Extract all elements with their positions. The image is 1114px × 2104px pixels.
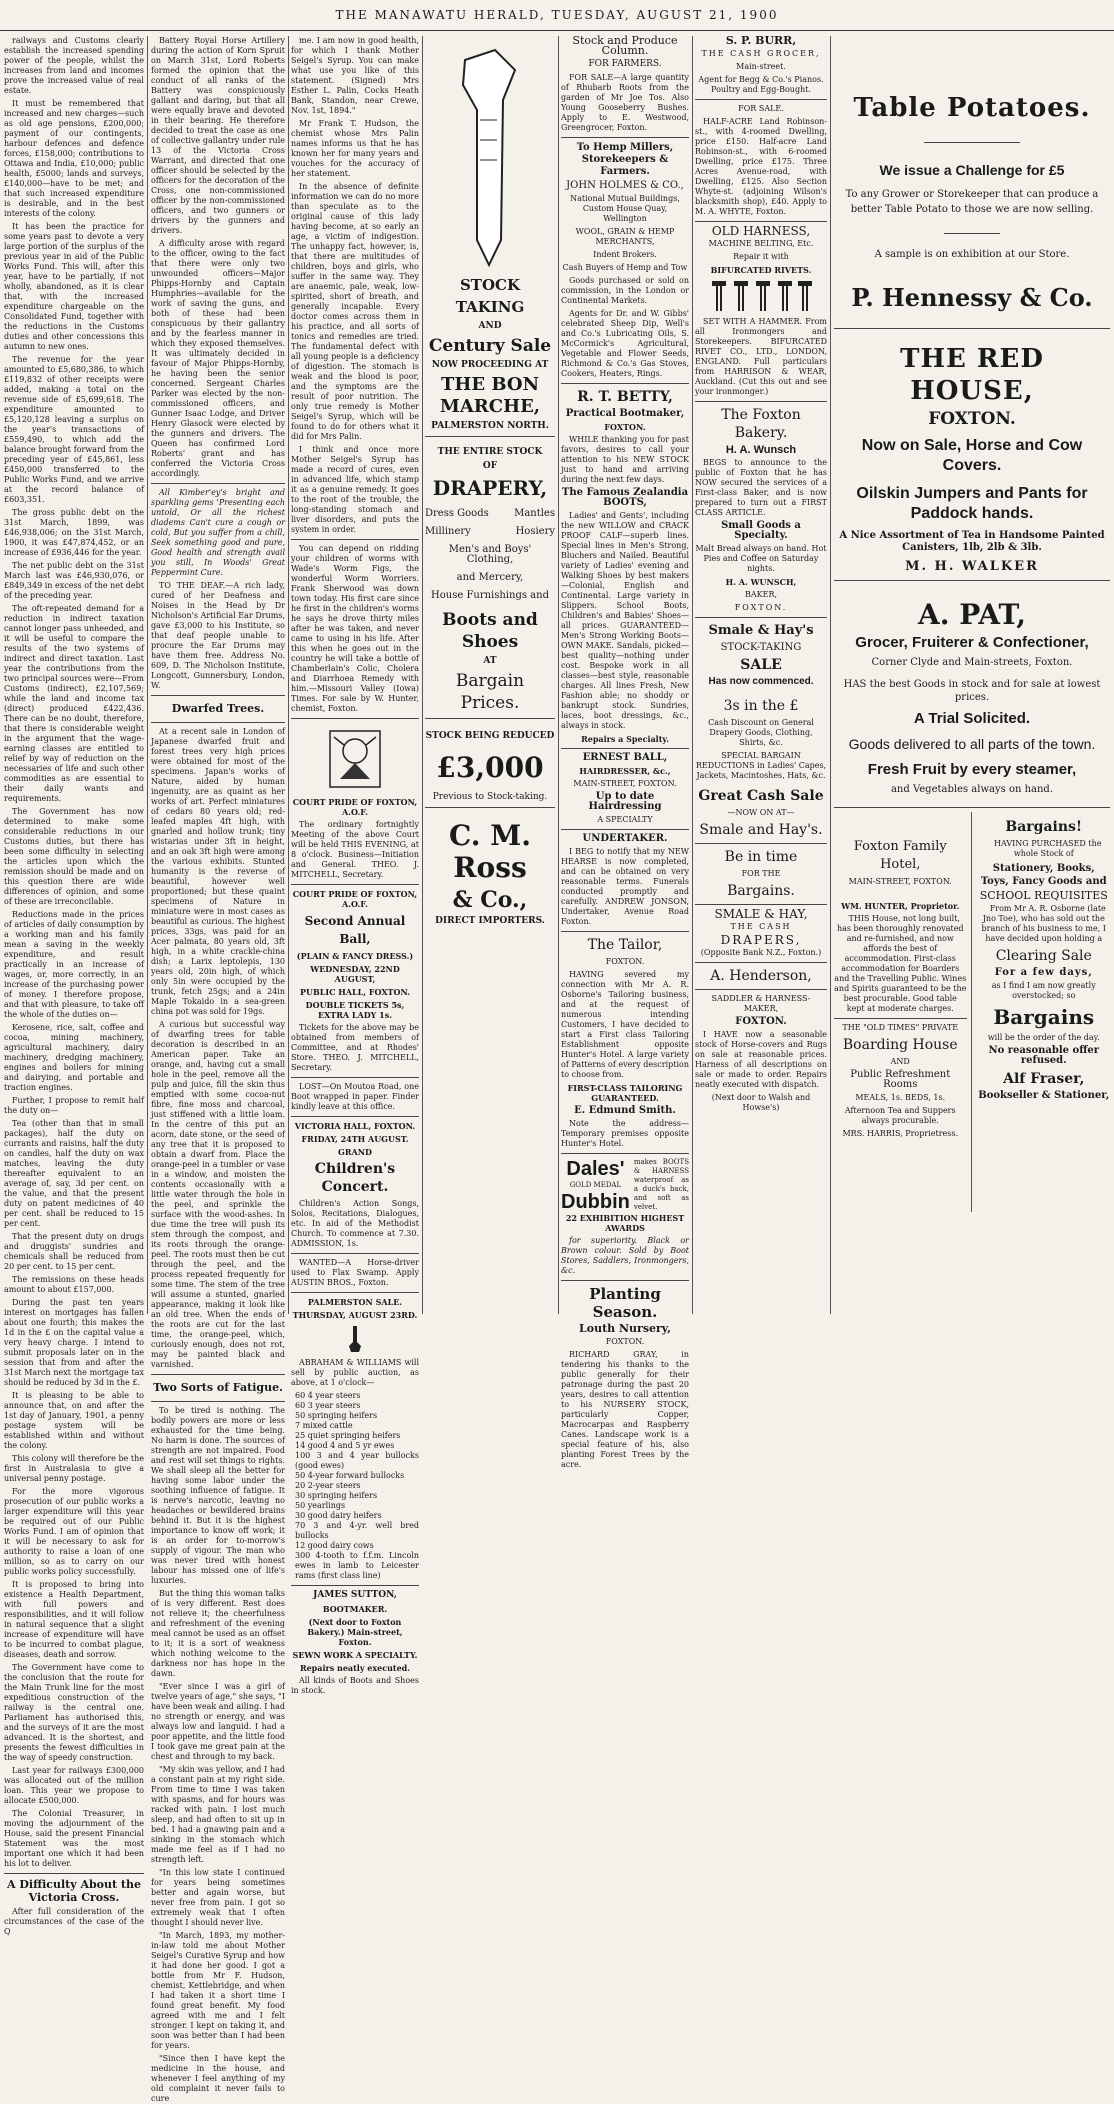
column-ross-advert — [425, 36, 555, 1314]
ad-line: OF — [482, 461, 498, 471]
list-item: 70 3 and 4-yr. well bred bullocks — [295, 1521, 419, 1540]
ad-line: (PLAIN & FANCY DRESS.) — [296, 951, 414, 961]
ad-line: THE ENTIRE STOCK — [437, 447, 543, 457]
divider — [695, 962, 827, 963]
divider — [291, 1585, 419, 1586]
ad-heading: & Co., — [452, 887, 528, 913]
ad-heading: THE RED HOUSE, — [900, 344, 1044, 406]
ad-heading: THE BON MARCHE, — [439, 374, 541, 417]
paragraph: Agents for Dr. and W. Gibbs' celebrated Sheep Dip, Well's and Co.'s Lubricating Oils, S. McCormick's Agricultural, Vegetable and Flower Seeds, Richmond & Co.'s Gas Stoves, Cookers, Heaters, Rings. — [561, 309, 689, 378]
ad-line: GRAND — [338, 1147, 372, 1157]
paragraph: BEGS to announce to the public of Foxton that he has NOW secured the services of a First-class Baker, and is now prepared to turn out a FIRST CLASS ARTICLE. — [695, 458, 827, 517]
paragraph: Note the address—Temporary premises opposite Hunter's Hotel. — [561, 1119, 689, 1148]
paragraph: "In this low state I continued for years being sometimes better and again worse, but never free from pain. I got so extremely weak that I often thought I should never live. — [151, 1868, 285, 1927]
ad-line: H. A. WUNSCH, — [725, 577, 797, 587]
paragraph: WHILE thanking you for past favors, desires to call your attention to his NEW STOCK just to hand and arriving during the next few days. — [561, 435, 689, 484]
ad-line: Repair it with — [733, 252, 789, 261]
ad-line: Afternoon Tea and Suppers always procurable. — [844, 1106, 956, 1125]
ad-line: MAIN-STREET, FOXTON. — [848, 877, 952, 886]
ad-heading: Bargains! — [1005, 819, 1083, 835]
ad-heading: Bookseller & Stationer, — [978, 1090, 1110, 1101]
divider — [4, 1873, 144, 1874]
paragraph: That the present duty on drugs and druggists' sundries and chemicals shall be reduced from 20 per cent. to 15 per cent. — [4, 1232, 144, 1271]
paragraph: me. I am now in good health, for which I thank Mother Seigel's Syrup. You can make what use you like of this statement. (Signed) Mrs Esther L. Palin, Cocks Heath Bank, Standon, near Crewe, Nov. 1st, 1894." — [291, 36, 419, 115]
ad-heading: SCHOOL REQUISITES — [979, 889, 1108, 902]
ad-heading: Smale & Hay's — [708, 623, 814, 638]
divider — [561, 383, 689, 384]
dales-dubbin-ad — [561, 1158, 689, 1213]
divider — [695, 989, 827, 990]
ad-heading: Now on Sale, Horse and Cow Covers. — [861, 437, 1083, 474]
ad-line: THURSDAY, AUGUST 23RD. — [292, 1310, 418, 1320]
paragraph: Kerosene, rice, salt, coffee and cocoa, mining machinery, agricultural machinery, dairy machinery, dredging machinery, engines and boilers for mining and dairying, and portable and traction engines. — [4, 1023, 144, 1092]
divider — [561, 931, 689, 932]
column-rule — [558, 36, 559, 1314]
ad-heading: The Foxton Bakery. — [721, 407, 801, 441]
ad-line: STOCK BEING REDUCED — [425, 731, 555, 741]
article-heading: A Difficulty About the Victoria Cross. — [6, 1878, 141, 1904]
ad-heading: JAMES SUTTON, — [313, 1590, 397, 1600]
ad-heading: Stock and Produce Column. — [572, 34, 678, 57]
masthead: THE MANAWATU HERALD, TUESDAY, AUGUST 21, 1900 — [0, 0, 1114, 31]
ad-heading: Second Annual Ball, — [304, 914, 406, 946]
ad-heading: The Tailor, — [587, 937, 663, 953]
ad-line: MRS. HARRIS, Proprietress. — [842, 1129, 959, 1138]
divider — [561, 829, 689, 830]
ad-line: DIRECT IMPORTERS. — [435, 916, 545, 926]
ad-heading: Smale and Hay's. — [699, 822, 823, 838]
paragraph: Reductions made in the prices of articles of daily consumption by a working man and his family mean a saving in the weekly expenditure, and result practically in an increase of wages, or, more correctly, in an increase of the purchasing power of money. I therefore propose, and that with pleasure, to take off the whole of the duties on— — [4, 910, 144, 1019]
divider — [151, 722, 285, 723]
hotel-ad — [834, 812, 972, 1212]
column-articles — [151, 36, 285, 2103]
divider — [561, 137, 689, 138]
bottom-ad-row — [834, 812, 1110, 1212]
column-budget-article — [4, 36, 144, 1936]
ad-line: National Mutual Buildings, Custom House Quay, Wellington — [570, 194, 680, 223]
paragraph: THIS House, not long built, has been thoroughly renovated and re-furnished, and now affords the best of accommodation. First-class accommodation for Boarders and the Travelling Public. Wines and Spirits guaranteed to be the best procurable. Good table kept at moderate charges. — [834, 914, 967, 1013]
ad-line: —NOW ON AT— — [727, 808, 795, 817]
paragraph: Tea (other than that in small packages), half the duty on currants and raisins, half the duty on candles, half the duty on wax matches, leaving the duty thereafter equivalent to an average of, say, 3d per cent. on the value, and that the present duty on patent medicines of 40 per cent. shall be reduced to 15 per cent. — [4, 1119, 144, 1228]
paragraph: railways and Customs clearly establish the increased spending power of the people, whilst the increases from land and incomes prove the increased value of real estate. — [4, 36, 144, 95]
column-rule — [830, 36, 831, 1314]
divider — [695, 904, 827, 905]
ad-line: A SPECIALTY — [597, 815, 653, 824]
pointing-hand-icon — [345, 1324, 365, 1354]
ad-line: THE CASH — [730, 922, 792, 931]
paragraph: Ladies' and Gents', including the new WILLOW and CRACK PROOF CALF—superb lines. Special lines in Men's Strong, Bluchers and Nailed. Beautiful variety of Ladies' evening and Walking Shoes by best makers—Colonial, English and Continental. Large variety in Slippers. School Boots, Children's and Babies' Shoes—all prices. GUARANTEED—Men's Strong Working Boots—OWN MAKE. Sandals, picked—best quality—nothing under cost. Bespoke work in all classes—best style, reasonable charges. All lines Fresh, New Fashion able; no shoddy or bankrupt stock. Sundries, laces, boot dressings, &c., always in stock. — [561, 511, 689, 730]
paragraph: "In March, 1893, my mother-in-law told me about Mother Seigel's Curative Syrup and how it had done her good. I got a bottle from Mr F. Hudson, chemist, Kettlebridge, and when I had taken it a short time I found great benefit. My food agreed with me and I felt stronger. I kept on taking it, and soon was better than I had been for years. — [151, 1931, 285, 2050]
paragraph: A difficulty arose with regard to the officer, owing to the fact that there were only two unwounded officers—Major Phipps-Hornby and Captain Humphries—available for the work of saving the guns, and both of these had been conspicuous by their gallantry and by the fearless manner in which they exposed themselves. It was ultimately decided in favour of Major Phipps-Hornby, he having been the senior concerned. Sergeant Charles Parker was elected by the non-commissioned officers, and Gunner Isaac Lodge, and Driver Henry Glasock were elected by the gunners and drivers. The Queen has confirmed Lord Roberts' grant and has conferred the Victoria Cross accordingly. — [151, 239, 285, 478]
paragraph: HAVING PURCHASED the whole Stock of — [994, 839, 1102, 858]
ad-heading: H. A. Wunsch — [725, 444, 797, 456]
ad-heading: Foxton Family Hotel, — [853, 839, 947, 872]
column-notices — [291, 36, 419, 1695]
ad-row — [425, 509, 555, 519]
divider — [291, 1253, 419, 1254]
paragraph: HAVING severed my connection with Mr A. R. Osborne's Tailoring business, and at the request of numerous intending Customers, I have decided to start a First class Tailoring Establishment opposite Hunter's Hotel. A large variety of Patterns of every description to choose from. — [561, 970, 689, 1079]
ad-line: FOXTON. — [605, 957, 645, 966]
ad-heading: SMALE & HAY, — [714, 907, 808, 921]
ad-line: PALMERSTON NORTH. — [431, 421, 549, 431]
ad-heading: OLD HARNESS, — [711, 224, 811, 238]
ad-heading: FOXTON. — [928, 409, 1016, 429]
paragraph: You can depend on ridding your children of worms with Wade's Worm Figs, the wonderful Worm Worriers. Frank Sherwood was down town today. His first care since he first in the children's worms he says he drove thirty miles after he was taken, and never came to using in his life. After this when he goes out in the country he will take a bottle of Chamberlain's Colic, Cholera and Diarrhoea Remedy with him.—Missouri Valley (Iowa) Times. For sale by W. Hunter, chemist, Foxton. — [291, 544, 419, 713]
column-rule — [288, 36, 289, 1314]
ad-heading: Dales' — [566, 1158, 625, 1180]
paragraph: The Government has now determined to make some considerable reductions in our Customs duties, but there has been some difficulty in selecting the articles upon which the remission should be made and on this question there are wide differences of opinion, and some of these are irreconcilable. — [4, 807, 144, 906]
ad-heading: M. H. WALKER — [905, 559, 1039, 574]
divider — [561, 1153, 689, 1154]
ad-line: makes BOOTS & HARNESS waterproof as a duck's back, and soft as velvet. — [633, 1158, 689, 1211]
ad-line: 22 EXHIBITION HIGHEST AWARDS — [565, 1213, 685, 1233]
divider — [834, 807, 1110, 808]
ad-line: FOXTON. — [604, 422, 646, 432]
divider — [561, 1280, 689, 1281]
ad-line: and Mercery, — [456, 572, 524, 583]
list-item: 50 yearlings — [295, 1501, 346, 1510]
ad-heading: We issue a Challenge for £5 — [879, 162, 1065, 178]
divider — [291, 1116, 419, 1117]
paragraph: The Government have come to the conclusion that the route for the Main Trunk line for the most expeditious construction of the railway is the central one. Parliament has authorised this, and the surveys of it are the most advanced. It is the shortest, and presents the fewest difficulties in the way of speedy construction. — [4, 1663, 144, 1762]
column-rule — [422, 36, 423, 1314]
ad-heading: ERNEST BALL, — [582, 752, 668, 763]
ad-line: To any Grower or Storekeeper that can produce a better Table Potato to those we are now selling. — [845, 189, 1099, 215]
ad-line: (Next door to Foxton Bakery.) Main-street, Foxton. — [307, 1617, 403, 1647]
paragraph: FOR SALE—A large quantity of Rhubarb Roots from the garden of Mr Joe Tos. Also Young Gooseberry Bushes. Apply to E. Westwood, Greengrocer, Foxton. — [561, 73, 689, 132]
column-rule — [147, 36, 148, 1314]
ad-heading: STOCK TAKING — [455, 276, 525, 316]
ad-heading: DRAPERS, — [720, 933, 802, 947]
ad-line: FOR FARMERS. — [588, 59, 662, 69]
ad-heading: Small Goods a Specialty. — [721, 520, 801, 541]
ad-line: FRIDAY, 24TH AUGUST. — [301, 1134, 409, 1144]
ad-line: NOW PROCEEDING AT — [431, 360, 549, 370]
ad-line: Cash Buyers of Hemp and Tow — [562, 263, 688, 272]
divider — [151, 483, 285, 484]
ad-line: Main-street. — [736, 62, 786, 71]
ad-heading: Clearing Sale — [995, 948, 1092, 964]
ad-heading: Grocer, Fruiterer & Confectioner, — [855, 634, 1089, 651]
article-heading: Two Sorts of Fatigue. — [153, 1381, 283, 1394]
column-adverts-wide — [834, 36, 1110, 1314]
paragraph: Further, I propose to remit half the duty on— — [4, 1096, 144, 1115]
ad-line: HAIRDRESSER, &c., — [579, 766, 671, 776]
ad-heading: Stationery, Books, Toys, Fancy Goods and — [980, 863, 1107, 887]
ad-line: SPECIAL BARGAIN REDUCTIONS in Ladies' Capes, Jackets, Macintoshes, Hats, &c. — [695, 751, 827, 780]
sale-items-list — [291, 1391, 419, 1581]
ad-line: FOXTON. — [605, 1337, 645, 1346]
list-item: 50 4-year forward bullocks — [295, 1471, 405, 1480]
paragraph: ABRAHAM & WILLIAMS will sell by public auction, as above, at 1 o'clock— — [291, 1358, 419, 1387]
ad-heading: Goods delivered to all parts of the town. — [848, 736, 1096, 752]
divider — [695, 401, 827, 402]
ad-line: FIRST-CLASS TAILORING GUARANTEED. — [567, 1083, 683, 1103]
paragraph: For the more vigorous prosecution of our public works a larger expenditure will this year be required out of our Public Works Fund. I am of opinion that it will be necessary to ask for authority to raise a loan of one million, so as to carry on our public works policy successfully. — [4, 1487, 144, 1576]
ad-line: AND — [478, 321, 502, 331]
paragraph: Battery Royal Horse Artillery during the action of Korn Spruit on March 31st, Lord Roberts formed the opinion that the conduct of all ranks of the Battery was conspicuously gallant and daring, but that all were equally brave and devoted in their bearing. He therefore decided to treat the case as one of collective gallantry under rule 13 of the Victoria Cross Warrant, and directed that one officer should be selected by the officers for the decoration of the Cross, one non-commissioned officer by the non-commissioned officers, and two gunners or drivers by the gunners and drivers. — [151, 36, 285, 235]
ad-line: PALMERSTON SALE. — [307, 1297, 403, 1307]
list-item: 300 4-tooth to f.f.m. Lincoln ewes in lamb to Leicester rams (first class line) — [295, 1551, 419, 1580]
ad-line: THE "OLD TIMES" PRIVATE — [842, 1023, 959, 1032]
paragraph: To be tired is nothing. The bodily powers are more or less exhausted for the time being. No harm is done. The sources of strength are not impaired. Food and rest will set things to rights. We shall sleep all the better for having some labor under the soothing influence of fatigue. It is nerve's narcotic, leaving no headaches or bewildered brains behind it. But it is the highest importance to know off work; it is an order for to-morrow's supply of vigour. The man who was never tired with honest labour has missed one of life's luxuries. — [151, 1406, 285, 1585]
paragraph: WANTED—A Horse-driver used to Flax Swamp. Apply AUSTIN BROS., Foxton. — [291, 1258, 419, 1287]
ad-line: Men's and Boys' Clothing, — [448, 544, 532, 565]
divider — [944, 233, 1000, 234]
list-item: 60 3 year steers — [295, 1401, 361, 1410]
ad-heading: Great Cash Sale — [698, 788, 824, 804]
ad-heading: Be in time — [724, 849, 798, 865]
paragraph: Last year for railways £300,000 was allocated out of the million loan. This year we propose to allocate £500,000. — [4, 1766, 144, 1805]
divider — [425, 436, 555, 437]
ad-heading: Planting Season. — [589, 1285, 661, 1321]
ad-line: MEALS, 1s. BEDS, 1s. — [855, 1093, 946, 1102]
paragraph: SET WITH A HAMMER. From all Ironmongers and Storekeepers. BIFURCATED RIVET CO., LTD., LONDON, ENGLAND. Full particulars from HARRISON & WEAR, Auckland. (Cut this out and see your ironmonger.) — [695, 317, 827, 396]
paragraph: I BEG to notify that my NEW HEARSE is now completed, and can be obtained on very reasonable terms. Funerals conducted promptly and carefully. ANDREW JONSON, Undertaker, Avenue Road Foxton. — [561, 847, 689, 926]
ad-line: House Furnishings and — [431, 590, 549, 601]
ad-line: BAKER, — [744, 590, 778, 599]
ad-heading: Boots and Shoes — [442, 610, 538, 652]
ad-line: THE CASH GROCER, — [701, 49, 821, 58]
ad-line: Cash Discount on General Drapery Goods, Clothing, Shirts, &c. — [708, 718, 814, 747]
divider — [151, 1401, 285, 1402]
paragraph: All kinds of Boots and Shoes in stock. — [291, 1676, 419, 1695]
ad-heading: Century Sale — [428, 336, 552, 356]
ad-line: Dress Goods — [425, 508, 489, 519]
ad-line: as I find I am now greatly overstocked; so — [991, 981, 1096, 1000]
paragraph: Children's Action Songs, Solos, Recitations, Dialogues, etc. In aid of the Methodist Church. To commence at 7.30. ADMISSION, 1s. — [291, 1199, 419, 1248]
ad-line: Repairs neatly executed. — [299, 1663, 411, 1673]
divider — [695, 99, 827, 100]
divider — [834, 1018, 967, 1019]
ad-line: GOLD MEDAL — [569, 1181, 622, 1189]
ad-heading: Fresh Fruit by every steamer, — [867, 761, 1077, 778]
ad-line: WM. HUNTER, Proprietor. — [841, 901, 960, 911]
paragraph: RICHARD GRAY, in tendering his thanks to the public generally for their patronage during the past 20 years, desires to call attention to his NURSERY STOCK, particularly Copper, Macrocarpas and Raspberry Canes. Landscape work is a special feature of his, also planting Forest Trees by the acre. — [561, 1350, 689, 1469]
ad-heading: Oilskin Jumpers and Pants for Paddock hands. — [856, 485, 1088, 522]
ad-heading: Bargains — [993, 1005, 1095, 1029]
paragraph: LOST—On Moutoa Road, one Boot wrapped in paper. Finder kindly leave at this office. — [291, 1082, 419, 1111]
ad-line: Malt Bread always on hand. Hot Pies and Coffee on Saturday nights. — [695, 544, 827, 573]
ad-line: Hosiery — [515, 526, 555, 537]
paragraph: A curious but successful way of dwarfing trees for table decoration is described in an American paper. Take an orange, and, having cut a small hole in the peel, remove all the pulp and juice, fill the skin thus emptied with some cocoa-nut fibre, fine moss and charcoal, just stiffened with a little loam. In the centre of this put an acorn, date stone, or the seed of any tree that it is proposed to obtain a dwarf from. Place the orange-peel in a tumbler or vase in a window, and moisten the contents occasionally with a little water through the hole in the peel, and sprinkle the surface with the wood-ashes. In due time the tree will push its stem through the compost, and its roots through the orange-peel. The roots must then be cut through the peel, and the process repeated frequently for some time. The stem of the tree will assume a stunted, gnarled appearance, making it look like an old tree. When the ends of the roots are cut for the last time, the orange-peel, which, curiously enough, does not rot, may be painted black and varnished. — [151, 1020, 285, 1369]
paragraph: The gross public debt on the 31st March, 1899, was £46,938,006; on the 31st March, 1900, it was £47,874,452, or an increase of £936,446 for the year. — [4, 508, 144, 557]
list-item: 7 mixed cattle — [295, 1421, 353, 1430]
paragraph: HALF-ACRE Land Robinson-st., with 4-roomed Dwelling, price £150. Half-acre Land Robinson-st., with 6-roomed Dwelling, price £175. Three Acres Avenue-road, with Dwelling, £125. Also Section Whyte-st. (adjoining Wilson's blacksmith shop), £40. Apply to M. A. WHYTE, Foxton. — [695, 117, 827, 216]
ad-line: A sample is on exhibition at our Store. — [874, 249, 1070, 260]
divider — [425, 718, 555, 719]
ad-heading: UNDERTAKER. — [582, 833, 668, 844]
ad-heading: £3,000 — [436, 751, 544, 784]
paragraph: During the past ten years interest on mortgages has fallen about one fourth; this makes the 1d in the £ on the capital value a very heavy charge. I intend to submit proposals later on in the session that from and after the 31st March next the mortgage tax should be reduced by 3d in the £. — [4, 1298, 144, 1387]
pointing-hand-icon — [455, 40, 525, 270]
paragraph: It is pleasing to be able to announce that, on and after the 1st day of January, 1901, a penny postage system will be established within and without the colony. — [4, 1391, 144, 1450]
paragraph: "Since then I have kept the medicine in the house, and whenever I feel anything of my old complaint it never fails to cure — [151, 2054, 285, 2103]
ad-line: will be the order of the day. — [987, 1033, 1100, 1042]
ad-heading: R. T. BETTY, — [577, 389, 673, 405]
ad-line: Mantles — [514, 508, 555, 519]
ad-heading: C. M. Ross — [448, 819, 532, 884]
ad-line: Corner Clyde and Main-streets, Foxton. — [871, 657, 1073, 668]
ad-line: Indent Brokers. — [593, 250, 657, 259]
ad-line: WOOL, GRAIN & HEMP MERCHANTS, — [575, 227, 675, 246]
list-item: 12 good dairy cows — [295, 1541, 374, 1550]
divider — [425, 807, 555, 808]
paragraph: But the thing this woman talks of is very different. Rest does not relieve it; the cheerfulness and refreshment of the evening meal cannot be used as an offset to it; it is a sort of weakness which nothing welcome to the darkness nor has hope in the dawn. — [151, 1589, 285, 1678]
ad-heading: Boarding House — [842, 1037, 958, 1053]
paragraph: The ordinary fortnightly Meeting of the above Court will be held THIS EVENING, at 8 o'clock. Business—Initiation and General. THEO. J. MITCHELL, Secretary. — [291, 820, 419, 879]
paragraph: From Mr A. R. Osborne (late Jno Toe), who has sold out the branch of his business to me, I have decided upon holding a — [981, 904, 1106, 943]
ad-line: AND — [890, 1057, 910, 1066]
ad-line: Repairs a Specialty. — [581, 734, 669, 744]
divider — [695, 843, 827, 844]
column-rule — [692, 36, 693, 1314]
ad-heading: To Hemp Millers, Storekeepers & Farmers. — [576, 142, 674, 177]
divider — [695, 617, 827, 618]
ad-heading: Louth Nursery, — [579, 1322, 671, 1335]
list-item: 100 3 and 4 year bullocks (good ewes) — [295, 1451, 419, 1470]
ad-line: FOXTON. — [735, 1016, 787, 1027]
ad-line: Practical Bootmaker, — [565, 408, 685, 419]
ad-line: (Opposite Bank N.Z., Foxton.) — [700, 948, 822, 957]
ad-line: BIFURCATED RIVETS. — [710, 265, 812, 275]
ad-heading: P. Hennessy & Co. — [851, 283, 1093, 312]
ad-line: and Vegetables always on hand. — [890, 784, 1054, 795]
ad-line: BOOTMAKER. — [322, 1604, 388, 1614]
paragraph: Goods purchased or sold on commission, in the London or Continental Markets. — [561, 276, 689, 305]
ad-line: VICTORIA HALL, FOXTON. — [294, 1121, 416, 1131]
divider — [291, 539, 419, 540]
ad-heading: E. Edmund Smith. — [574, 1105, 676, 1116]
ad-heading: Children's Concert. — [314, 1161, 396, 1195]
divider — [834, 328, 1110, 329]
ad-heading: For a few days, — [994, 967, 1093, 978]
ad-heading: Up to date Hairdressing — [588, 791, 662, 812]
ad-heading: Alf Fraser, — [1003, 1071, 1085, 1087]
column-adverts — [561, 34, 689, 1469]
ad-heading: The Famous Zealandia BOOTS, — [561, 487, 689, 508]
ad-line: Agent for Begg & Co.'s Pianos. Poultry and Egg-Bought. — [698, 75, 824, 94]
paragraph: "Ever since I was a girl of twelve years of age," she says, "I have been weak and ailing. I had no strength or energy, and was always low and languid. I had a poor appetite, and the little food I took gave me great pain at the chest and through to my back. — [151, 1682, 285, 1761]
ad-heading: 3s in the £ — [723, 698, 799, 714]
column-adverts — [695, 36, 827, 1314]
ad-heading: S. P. BURR, — [725, 34, 797, 47]
ad-line: MAIN-STREET, FOXTON. — [573, 779, 677, 788]
list-item: 20 2-year steers — [295, 1481, 361, 1490]
divider — [561, 748, 689, 749]
verse: All Kimber'ey's bright and sparkling gems 'Presenting each untold, Or all the richest diadems Can't cure a cough or cold, But you suffer from a chill, Seek something good and pure, Good health and strength avail you still, In Woods' Great Peppermint Cure. — [151, 488, 285, 577]
divider — [291, 1077, 419, 1078]
ad-line: Has now commenced. — [708, 676, 814, 687]
ad-line: AT — [483, 656, 497, 666]
court-crest-icon — [320, 723, 390, 793]
paragraph: The revenue for the year amounted to £5,680,386, to which £119,832 of other receipts were added, making a total on the revenue side of £5,699,618. The expenditure amounted to £5,120,128 leaving a surplus on the year's transactions of £559,490, to which add the balance brought forward from the preceding year of £45,861, less £450,000 transferred to the Public Works Fund, and we arrive at the record balance of £603,351. — [4, 355, 144, 504]
list-item: 25 quiet springing heifers — [295, 1431, 401, 1440]
divider — [834, 580, 1110, 581]
ad-line: Millinery — [425, 526, 471, 537]
list-item: 30 springing heifers — [295, 1491, 378, 1500]
paragraph: Mr Frank T. Hudson, the chemist whose Mrs Palin names informs us that he has known her for many years and vouches for the accuracy of her statement. — [291, 119, 419, 178]
divider — [151, 1374, 285, 1375]
ad-heading: JOHN HOLMES & CO., — [566, 180, 684, 191]
ad-line: MACHINE BELTING, Etc. — [708, 239, 814, 248]
paragraph: I think and once more Mother Seigel's Syrup has made a record of cures, even in advanced life, which stamp it as a genuine remedy. It goes to the root of the trouble, the long-standing stomach and liver disorders, and puts the system in order. — [291, 445, 419, 534]
ad-heading: A Trial Solicited. — [913, 710, 1031, 727]
rivets-icon — [706, 279, 816, 313]
divider — [291, 1292, 419, 1293]
ad-heading: A. Henderson, — [710, 968, 812, 984]
ad-heading: DRAPERY, — [432, 476, 548, 500]
divider — [924, 142, 1020, 143]
divider — [291, 718, 419, 719]
paragraph: The net public debt on the 31st March last was £46,930,076, or £849,349 in excess of the net debt of the preceding year. — [4, 561, 144, 600]
paragraph: The oft-repeated demand for a reduction in indirect taxation cannot longer pass unheeded, and it will be useful to compare the results of the two systems of indirect and direct taxation. Last year the contributions from the two principal sources were—From Customs (indirect), £2,107,569; while the land and income tax (direct) produced £422,436. There can be no doubt, therefore, that there is considerable weight in the argument that the wage-earning classes are entitled to relief by way of reduction on the necessaries of life and such other commodities as are essential to their daily wants and requirements. — [4, 604, 144, 803]
ad-heading: Bargain Prices. — [455, 671, 525, 713]
paragraph: In the absence of definite information we can do no more than speculate as to the original cause of this lady having become, at so early an age, a victim of indigestion. The unhappy fact, however, is, that there are multitudes of children, boys and girls, who suffer in the same way. They are anaemic, pale, weak, low-spirited, short of breath, and generally incapable. Every doctor comes across them in his practice, and all sorts of tonics and remedies are tried. The fundamental defect with all young people is a deficiency of digestion. The stomach is weak and the blood is poor, and the symptoms are the result of poor nutrition. The only true remedy is Mother Seigel's Syrup, which will be found to do for others what it did for Mrs Palin. — [291, 182, 419, 441]
ad-line: FOXTON. — [734, 603, 788, 612]
ad-heading: Dubbin — [561, 1191, 630, 1213]
ad-line: PUBLIC HALL, FOXTON. — [299, 987, 411, 997]
paragraph: The remissions on these heads amount to about £157,000. — [4, 1275, 144, 1294]
ad-heading: SALE — [740, 657, 782, 673]
ad-line: FOR THE — [741, 869, 781, 878]
ad-line: DOUBLE TICKETS 5s, EXTRA LADY 1s. — [305, 1000, 405, 1020]
ad-heading: Bargains. — [727, 883, 795, 899]
paragraph: TO THE DEAF.—A rich lady, cured of her Deafness and Noises in the Head by Dr Nicholson's Artificial Ear Drums, gave £3,000 to his Institute, so that deaf people unable to procure the Ear Drums may have them free. Address No. 609, D. The Nicholson Institute, Longcott, Gunnersbury, London, W. — [151, 581, 285, 690]
ad-line: SADDLER & HARNESS-MAKER, — [711, 994, 811, 1013]
paragraph: Tickets for the above may be obtained from members of Committee, and at Rhodes' Store. THEO. J. MITCHELL, Secretary. — [291, 1023, 419, 1072]
paragraph: It must be remembered that increased and new charges—such as old age pensions, £200,000; payment of our contingents, harbour defences and defence forces, £158,000; contributions to Ottawa and India, £10,000; public health, £5000; lands and surveys, £140,000—have to be met; and that such increased expenditure is desirable, and in the best interests of the colony. — [4, 99, 144, 218]
ad-title: COURT PRIDE OF FOXTON, A.O.F. — [292, 889, 418, 909]
ad-heading: Table Potatoes. — [853, 93, 1091, 123]
ad-line: HAS the best Goods in stock and for sale at lowest prices. — [843, 679, 1101, 703]
divider — [151, 695, 285, 696]
paragraph: After full consideration of the circumstances of the case of the Q — [4, 1907, 144, 1936]
ad-line: A Nice Assortment of Tea in Handsome Painted Canisters, 1lb, 2lb & 3lb. — [839, 530, 1105, 553]
ad-row — [425, 527, 555, 537]
ad-line: FOR SALE. — [738, 104, 784, 113]
ad-title: COURT PRIDE OF FOXTON, A.O.F. — [292, 797, 418, 817]
list-item: 30 good dairy heifers — [295, 1511, 382, 1520]
paragraph: for superiority. Black or Brown colour. Sold by Boot Stores, Saddlers, Ironmongers, &c. — [561, 1236, 689, 1275]
ad-heading: A. PAT, — [918, 598, 1026, 631]
fraser-ad — [978, 812, 1111, 1212]
divider — [291, 884, 419, 885]
ad-line: SEWN WORK A SPECIALTY. — [292, 1650, 418, 1660]
paragraph: I HAVE now a seasonable stock of Horse-covers and Rugs on sale at reasonable prices. Harness of all descriptions on sale or made to order. Repairs neatly executed with dispatch. — [695, 1030, 827, 1089]
divider — [695, 221, 827, 222]
list-item: 14 good 4 and 5 yr ewes — [295, 1441, 395, 1450]
paragraph: It has been the practice for some years past to devote a very large portion of the surplus of the previous year in aid of the Public Works Fund. This will, after this year, have to be partially, if not wholly, abandoned, as it is clear that, with the increased expenditure chargeable on the Consolidated Fund, together with the reductions in the Customs duties and other concessions this autumn to new ones. — [4, 222, 144, 351]
ad-line: WEDNESDAY, 22ND AUGUST, — [310, 964, 400, 984]
paragraph: This colony will therefore be the first in Australasia to give a universal penny postage. — [4, 1454, 144, 1483]
list-item: 60 4 year steers — [295, 1391, 361, 1400]
ad-line: Public Refreshment Rooms — [850, 1069, 951, 1090]
ad-line: (Next door to Walsh and Howse's) — [711, 1093, 811, 1112]
paragraph: At a recent sale in London of Japanese dwarfed fruit and forest trees very high prices were obtained for most of the specimens. Japan's works of Nature, aided by human ingenuity, are as quaint as her works of art. Perfect miniatures of cedars 80 years old; red-leafed maples 4ft high, with gnarled and hollow trunk; tiny wistarias under 3ft in height, and an oak 3ft high were among the various exhibits. Stunted humanity is the reverse of beautiful, however well proportioned; but these quaint specimens of Nature in miniature were in most cases as beautiful as curious. The highest prices, 33gs, was paid for an Acer palmata, 80 years old, 3ft high, in a white crackle-china dish; a Larix leptolepis, 130 years old, 20in high, of which only 5in were occupied by the trunk, fetch 25gs; and a 24in Maple Tokaido in a sea-green china pot was sold for 19gs. — [151, 727, 285, 1016]
paragraph: The Colonial Treasurer, in moving the adjournment of the House, said the present Financial Statement was the most important one which it had been his lot to deliver. — [4, 1809, 144, 1868]
ad-line: STOCK-TAKING — [720, 642, 802, 653]
ad-line: Previous to Stock-taking. — [432, 792, 548, 802]
paragraph: "My skin was yellow, and I had a constant pain at my right side. From time to time I was taken with spasms, and for hours was racked with pain. I lost much sleep, and had often to sit up in bed. I had a gnawing pain and a sinking in the stomach which made me feel as if I had no strength left. — [151, 1765, 285, 1864]
article-heading: Dwarfed Trees. — [171, 702, 265, 715]
paragraph: It is proposed to bring into existence a Health Department, with full powers and responsibilities, and it will follow in natural sequence that a slight increase of expenditure will have to be incurred to combat plague, diseases, death and sorrow. — [4, 1580, 144, 1659]
ad-heading: No reasonable offer refused. — [988, 1045, 1100, 1066]
list-item: 50 springing heifers — [295, 1411, 378, 1420]
